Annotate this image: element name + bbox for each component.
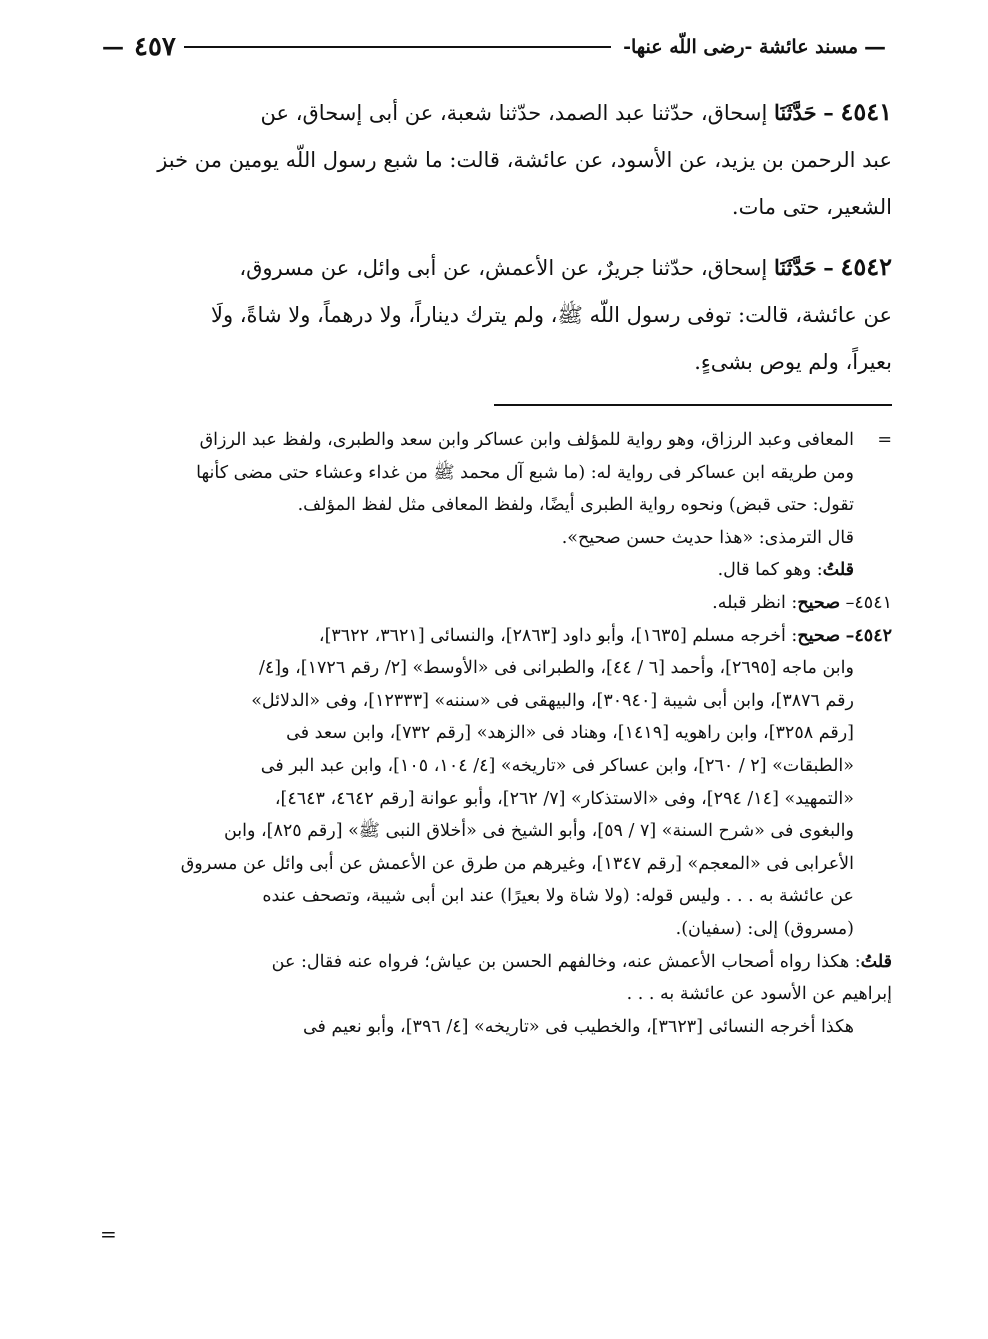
qultu-label: قلتُ: [822, 560, 854, 581]
hadith-line: [96, 243, 892, 292]
note-text: : أخرجه مسلم [١٦٣٥]، وأبو داود [٢٨٦٣]، والنسائى [٣٦٢١، ٣٦٢٢]،: [318, 625, 798, 646]
hadith-line: عبد الرحمن بن يزيد، عن الأسود، عن عائشة، قالت: ما شبع رسول اللّه يومين من خبز: [157, 148, 892, 172]
page-number: ٤٥٧: [134, 32, 176, 62]
qultu-line: [96, 554, 892, 587]
note-text: : انظر قبله.: [712, 592, 798, 613]
footnote-line: (مسروق) إلى: (سفيان).: [675, 918, 854, 939]
note-number: ٤٥٤٢–: [845, 625, 892, 646]
qultu2-line: [96, 946, 892, 979]
hadith-line: بعيراً، ولم يوص بشىءٍ.: [694, 350, 892, 374]
continuation-end-marker: =: [100, 1222, 117, 1246]
continuation-marker: =: [877, 430, 892, 450]
header-trailing-dash: —: [102, 34, 124, 60]
footnote-line: تقول: حتى قبض) ونحوه رواية الطبرى أيضًا، ولفظ المعافى مثل لفظ المؤلف.: [297, 495, 854, 516]
hadith-line: الشعير، حتى مات.: [731, 195, 892, 219]
footnote-text: المعافى وعبد الرزاق، وهو رواية للمؤلف وابن عساكر وابن سعد والطبرى، ولفظ عبد الرزاق: [199, 430, 854, 450]
note-4541: [96, 587, 892, 620]
note-4542: [96, 620, 892, 653]
qultu-text: : هكذا رواه أصحاب الأعمش عنه، وخالفهم الحسن بن عياش؛ فرواه عنه فقال: عن: [271, 951, 861, 972]
page-header: [96, 30, 892, 64]
footnote-last-line: هكذا أخرجه النسائى [٣٦٢٣]، والخطيب فى «تاريخه» [٤/ ٣٩٦]، وأبو نعيم فى: [302, 1016, 854, 1037]
hadith-number: ٤٥٤١: [840, 97, 892, 126]
qultu-text: : وهو كما قال.: [717, 560, 823, 581]
hadith-number: ٤٥٤٢: [840, 252, 892, 281]
hadith-4542: [96, 243, 892, 386]
footnote-line: الأعرابى فى «المعجم» [رقم ١٣٤٧]، وغيرهم من طرق عن الأعمش عن أبى وائل عن مسروق: [180, 853, 854, 874]
footnote-line: إبراهيم عن الأسود عن عائشة به . . .: [626, 984, 892, 1005]
footnote-line: رقم ٣٨٧٦]، وابن أبى شيبة [٣٠٩٤٠]، والبيهقى فى «سننه» [١٢٣٣٣]، وفى «الدلائل»: [251, 690, 854, 711]
note-grade: صحيح: [797, 592, 841, 613]
footnote-separator: [494, 404, 892, 406]
header-leading-dash: —: [864, 34, 886, 60]
hadith-line: عن عائشة، قالت: توفى رسول اللّه ﷺ، ولم يترك ديناراً، ولا درهماً، ولا شاةً، ولَا: [210, 303, 892, 327]
footnote-line: ومن طريقه ابن عساكر فى رواية له: (ما شبع آل محمد ﷺ من غداء وعشاء حتى مضى كأنها: [196, 462, 854, 483]
hadith-text: إسحاق، حدّثنا جريرٌ، عن الأعمش، عن أبى وائل، عن مسروق،: [239, 256, 768, 280]
tirmidhi-line: قال الترمذى: «هذا حديث حسن صحيح».: [561, 527, 854, 548]
main-text: [96, 88, 892, 398]
footnotes: [96, 424, 892, 1043]
qultu-label: قلتُ: [860, 951, 892, 972]
header-rule: [184, 46, 611, 48]
footnote-line: [رقم ٣٢٥٨]، وابن راهويه [١٤١٩]، وهناد فى «الزهد» [رقم ٧٣٢]، وابن سعد فى: [286, 723, 854, 744]
hadith-dash: –: [823, 255, 834, 280]
footnote-line: عن عائشة به . . . وليس قوله: (ولا شاة ولا بعيرًا) عند ابن أبى شيبة، وتصحف عنده: [262, 886, 854, 907]
footnote-line: وابن ماجه [٢٦٩٥]، وأحمد [٦ / ٤٤]، والطبرانى فى «الأوسط» [٢/ رقم ١٧٢٦]، و[٤/: [258, 658, 854, 679]
hadith-opening: حَدَّثَنَا: [773, 100, 817, 125]
footnote-line: «التمهيد» [١٤/ ٢٩٤]، وفى «الاستذكار» [٧/ ٢٦٢]، وأبو عوانة [رقم ٤٦٤٢، ٤٦٤٣]،: [274, 788, 854, 809]
hadith-4541: [96, 88, 892, 231]
hadith-opening: حَدَّثَنَا: [773, 255, 817, 280]
note-number: ٤٥٤١–: [845, 592, 892, 613]
footnote-line: [96, 424, 892, 457]
running-title: مسند عائشة -رضى اللّه عنها-: [623, 36, 858, 58]
hadith-dash: –: [823, 100, 834, 125]
footnote-line: والبغوى فى «شرح السنة» [٧ / ٥٩]، وأبو الشيخ فى «أخلاق النبى ﷺ» [رقم ٨٢٥]، وابن: [223, 821, 854, 842]
hadith-text: إسحاق، حدّثنا عبد الصمد، حدّثنا شعبة، عن أبى إسحاق، عن: [260, 101, 768, 125]
hadith-line: [96, 88, 892, 137]
footnote-line: «الطبقات» [٢ / ٢٦٠]، وابن عساكر فى «تاريخه» [٤/ ١٠٤، ١٠٥]، وابن عبد البر فى: [260, 755, 854, 776]
note-grade: صحيح: [797, 625, 841, 646]
